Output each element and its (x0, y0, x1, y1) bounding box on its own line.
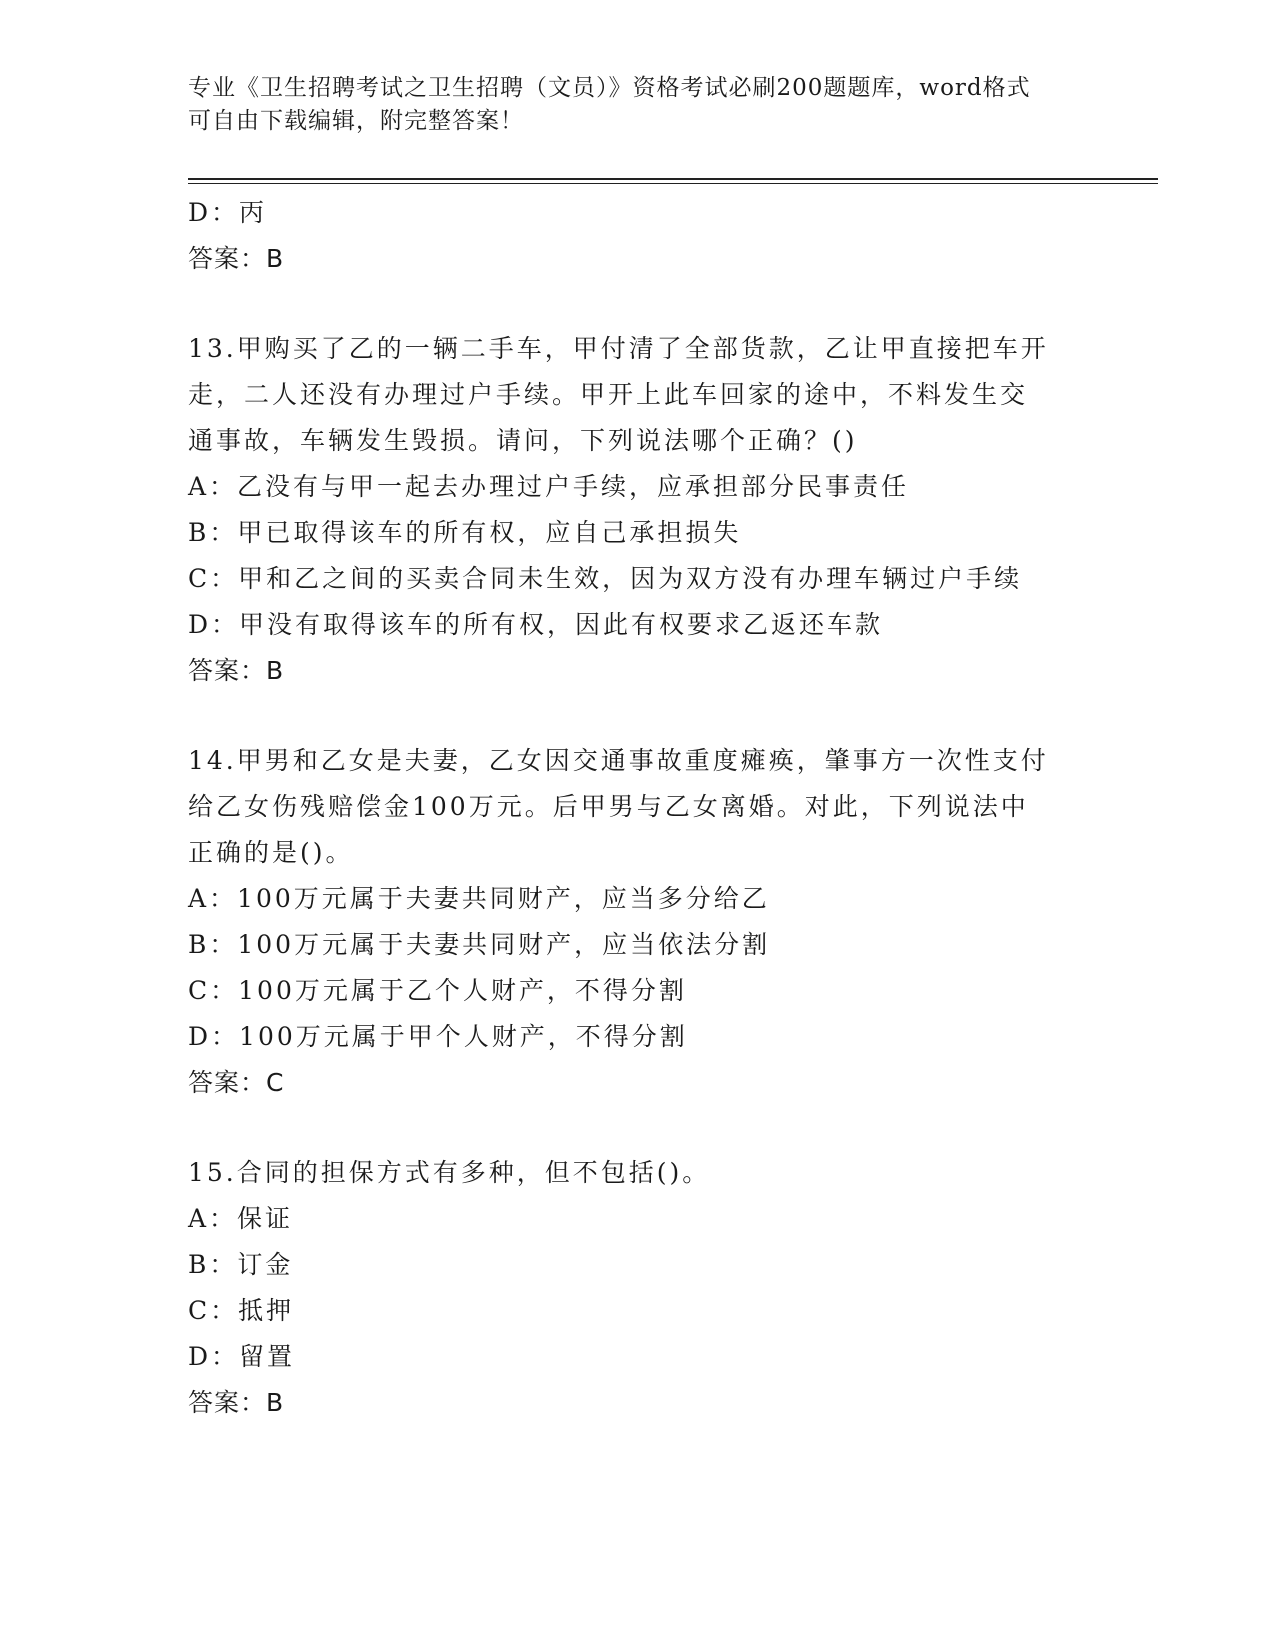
question-14 (188, 738, 1088, 1106)
question-text-line: 13.甲购买了乙的一辆二手车，甲付清了全部货款，乙让甲直接把车开 (188, 334, 1049, 363)
question-text-line: 正确的是()。 (188, 838, 354, 867)
question-text-line: 通事故，车辆发生毁损。请问，下列说法哪个正确？() (188, 426, 858, 455)
question-13 (188, 326, 1088, 694)
answer: 答案：B (188, 656, 285, 685)
option-b: B：订金 (188, 1250, 294, 1279)
document-header (188, 72, 1088, 138)
option-b: B：甲已取得该车的所有权，应自己承担损失 (188, 518, 742, 547)
option-d: D：丙 (188, 198, 268, 227)
document-body (188, 190, 1088, 1470)
question-text-line: 15.合同的担保方式有多种，但不包括()。 (188, 1158, 711, 1187)
question-text-line: 给乙女伤残赔偿金100万元。后甲男与乙女离婚。对此，下列说法中 (188, 792, 1029, 821)
header-line-1: 专业《卫生招聘考试之卫生招聘（文员）》资格考试必刷200题题库，word格式 (188, 75, 1031, 101)
option-a: A：保证 (188, 1204, 294, 1233)
answer: 答案：B (188, 1388, 285, 1417)
option-d: D：留置 (188, 1342, 296, 1371)
header-line-2: 可自由下载编辑，附完整答案！ (188, 108, 524, 134)
option-c: C：100万元属于乙个人财产，不得分割 (188, 976, 687, 1005)
option-c: C：抵押 (188, 1296, 295, 1325)
answer: 答案：B (188, 244, 285, 273)
question-text-line: 走，二人还没有办理过户手续。甲开上此车回家的途中，不料发生交 (188, 380, 1029, 409)
answer: 答案：C (188, 1068, 285, 1097)
option-c: C：甲和乙之间的买卖合同未生效，因为双方没有办理车辆过户手续 (188, 564, 1023, 593)
option-d: D：100万元属于甲个人财产，不得分割 (188, 1022, 688, 1051)
option-a: A：100万元属于夫妻共同财产，应当多分给乙 (188, 884, 770, 913)
header-rule-thick (188, 178, 1158, 180)
header-rule-thin (188, 183, 1158, 184)
previous-question-tail (188, 190, 1088, 282)
option-b: B：100万元属于夫妻共同财产，应当依法分割 (188, 930, 771, 959)
option-a: A：乙没有与甲一起去办理过户手续，应承担部分民事责任 (188, 472, 910, 501)
question-text-line: 14.甲男和乙女是夫妻，乙女因交通事故重度瘫痪，肇事方一次性支付 (188, 746, 1049, 775)
option-d: D：甲没有取得该车的所有权，因此有权要求乙返还车款 (188, 610, 884, 639)
question-15 (188, 1150, 1088, 1426)
